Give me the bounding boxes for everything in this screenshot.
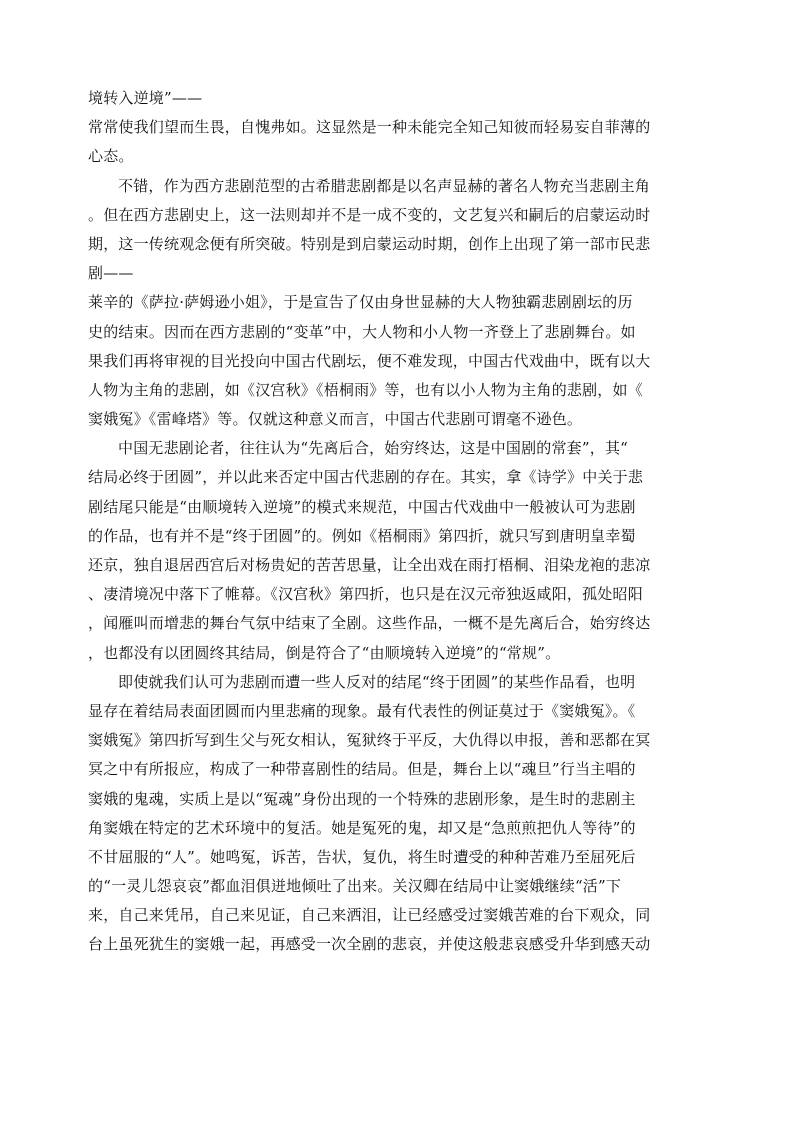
text-line: 期，这一传统观念便有所突破。特别是到启蒙运动时期，创作上出现了第一部市民悲 bbox=[88, 234, 651, 253]
text-line: 境转入逆境”—— bbox=[88, 89, 203, 107]
text-line: 冥之中有所报应，构成了一种带喜剧性的结局。但是，舞台上以“魂旦”行当主唱的 bbox=[88, 760, 636, 779]
text-line: 结局必终于团圆”，并以此来否定中国古代悲剧的存在。其实，拿《诗学》中关于悲 bbox=[88, 468, 644, 487]
text-line: 台上虽死犹生的窦娥一起，再感受一次全剧的悲哀，并使这般悲哀感受升华到感天动 bbox=[88, 935, 651, 954]
text-line: 果我们再将审视的目光投向中国古代剧坛，便不难发现，中国古代戏曲中，既有以大 bbox=[88, 351, 651, 370]
text-line: 人物为主角的悲剧，如《汉宫秋》《梧桐雨》等，也有以小人物为主角的悲剧，如《 bbox=[88, 380, 643, 399]
paragraph bbox=[88, 668, 692, 960]
text-line: 角窦娥在特定的艺术环境中的复活。她是冤死的鬼，却又是“急煎煎把仇人等待”的 bbox=[88, 818, 636, 837]
text-line: 即使就我们认可为悲剧而遭一些人反对的结尾“终于团圆”的某些作品看，也明 bbox=[118, 672, 636, 691]
text-line: 窦娥的鬼魂，实质上是以“冤魂”身份出现的一个特殊的悲剧形象，是生时的悲剧主 bbox=[88, 789, 636, 808]
text-line: ，闻雁叫而增悲的舞台气氛中结束了全剧。这些作品，一概不是先离后合，始穷终达 bbox=[88, 614, 651, 633]
paragraph bbox=[88, 84, 692, 113]
text-line: 窦娥冤》《雷峰塔》等。仅就这种意义而言，中国古代悲剧可谓毫不逊色。 bbox=[88, 410, 583, 429]
paragraph bbox=[88, 172, 692, 435]
text-line: 不甘屈服的“人”。她鸣冤，诉苦，告状，复仇，将生时遭受的种种苦难乃至屈死后 bbox=[88, 847, 636, 866]
text-line: 、凄清境况中落下了帷幕。《汉宫秋》第四折，也只是在汉元帝独返咸阳，孤处昭阳 bbox=[88, 585, 643, 604]
paragraph bbox=[88, 434, 692, 668]
text-line: 心态。 bbox=[88, 147, 134, 166]
text-line: 中国无悲剧论者，往往认为“先离后合，始穷终达，这是中国剧的常套”，其“ bbox=[118, 439, 629, 458]
text-line: 的作品，也有并不是“终于团圆”的。例如《梧桐雨》第四折，就只写到唐明皇幸蜀 bbox=[88, 526, 636, 545]
text-line: 剧结尾只能是“由顺境转入逆境”的模式来规范，中国古代戏曲中一般被认可为悲剧 bbox=[88, 497, 636, 516]
text-line: 常常使我们望而生畏，自愧弗如。这显然是一种未能完全知己知彼而轻易妄自菲薄的 bbox=[88, 118, 651, 137]
text-line: 史的结束。因而在西方悲剧的“变革”中，大人物和小人物一齐登上了悲剧舞台。如 bbox=[88, 322, 636, 341]
document-body bbox=[88, 84, 692, 960]
text-line: ，也都没有以团圆终其结局，倒是符合了“由顺境转入逆境”的“常规”。 bbox=[88, 643, 561, 662]
text-line: 不错，作为西方悲剧范型的古希腊悲剧都是以名声显赫的著名人物充当悲剧主角 bbox=[118, 176, 651, 195]
text-line: 显存在着结局表面团圆而内里悲痛的现象。最有代表性的例证莫过于《窦娥冤》。《 bbox=[88, 701, 636, 720]
text-line: 的“一灵儿怨哀哀”都血泪俱迸地倾吐了出来。关汉卿在结局中让窦娥继续“活”下 bbox=[88, 877, 622, 896]
text-line: 剧—— bbox=[88, 264, 134, 283]
paragraph bbox=[88, 113, 692, 171]
text-line: 来，自己来凭吊，自己来见证，自己来洒泪，让已经感受过窦娥苦难的台下观众，同 bbox=[88, 906, 651, 925]
text-line: 。但在西方悲剧史上，这一法则却并不是一成不变的，文艺复兴和嗣后的启蒙运动时 bbox=[88, 205, 651, 224]
text-line: 莱辛的《萨拉·萨姆逊小姐》，于是宣告了仅由身世显赫的大人物独霸悲剧剧坛的历 bbox=[88, 293, 633, 312]
text-line: 还京，独自退居西宫后对杨贵妃的苦苦思量，让全出戏在雨打梧桐、泪染龙袍的悲凉 bbox=[88, 556, 651, 574]
text-line: 窦娥冤》第四折写到生父与死女相认，冤狱终于平反，大仇得以申报，善和恶都在冥 bbox=[88, 731, 651, 750]
